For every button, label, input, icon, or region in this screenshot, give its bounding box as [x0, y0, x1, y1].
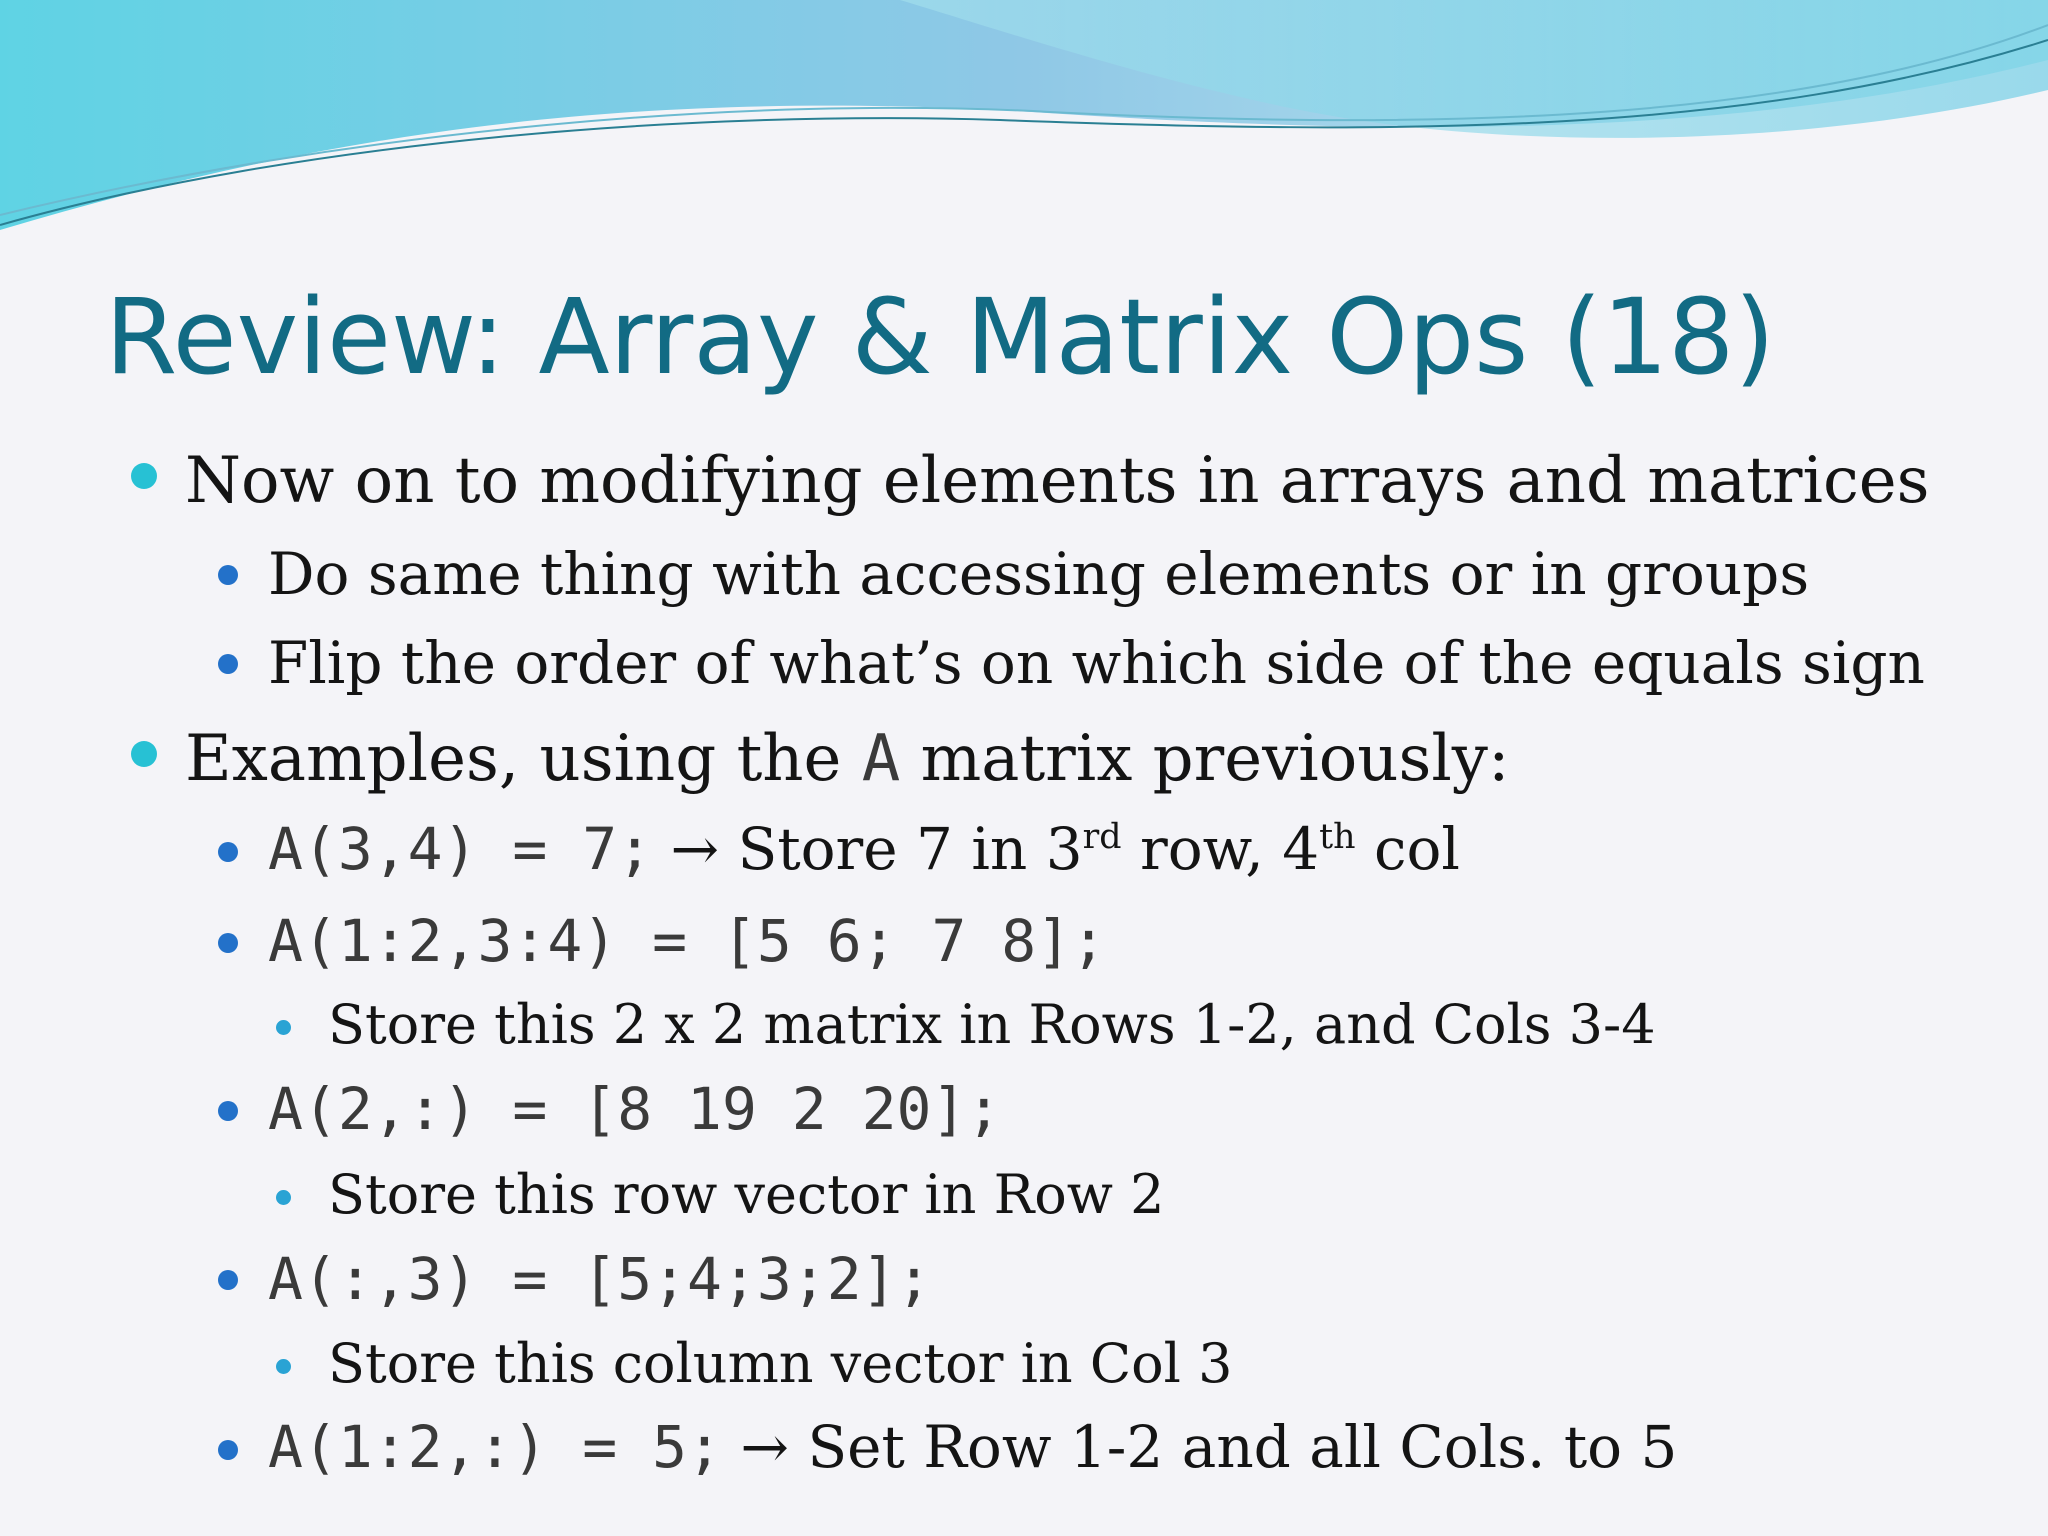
example-text-pre: Store 7 in 3 — [737, 815, 1083, 883]
bullet-icon — [131, 463, 157, 489]
bullet-icon — [218, 842, 238, 862]
bullet-icon — [218, 933, 238, 953]
arrow-icon: → — [670, 815, 720, 883]
examples-text-pre: Examples, using the — [185, 722, 842, 796]
code-a-row: A(2,:) = [8 19 2 20]; — [268, 1075, 1002, 1143]
example-store-element — [268, 815, 1460, 883]
example-set-rows — [268, 1413, 1678, 1481]
arrow-icon: → — [740, 1413, 789, 1481]
ordinal-rd: rd — [1082, 817, 1122, 858]
code-a-block: A(1:2,3:4) = [5 6; 7 8]; — [268, 907, 1107, 975]
code-a-rows-all: A(1:2,:) = 5; — [268, 1413, 722, 1481]
bullet-flip-order: Flip the order of what’s on which side of the equals sign — [268, 629, 1925, 697]
sub-bullet-store-matrix: Store this 2 x 2 matrix in Rows 1-2, and Cols 3-4 — [328, 993, 1656, 1056]
header-wave-decoration — [0, 0, 2048, 240]
code-a-col: A(:,3) = [5;4;3;2]; — [268, 1245, 932, 1313]
bullet-icon — [131, 741, 157, 767]
example-text-post: col — [1355, 815, 1460, 883]
examples-text-post: matrix previously: — [920, 722, 1510, 796]
bullet-icon — [276, 1020, 291, 1035]
bullet-icon — [218, 1101, 238, 1121]
bullet-icon — [218, 654, 238, 674]
example-set-text: Set Row 1-2 and all Cols. to 5 — [807, 1413, 1678, 1481]
ordinal-th: th — [1319, 817, 1356, 858]
code-a34: A(3,4) = 7; — [268, 815, 653, 883]
sub-bullet-store-col: Store this column vector in Col 3 — [328, 1332, 1233, 1395]
bullet-same-thing: Do same thing with accessing elements or in groups — [268, 540, 1810, 608]
bullet-icon — [218, 1270, 238, 1290]
bullet-examples — [185, 722, 1510, 796]
bullet-icon — [218, 565, 238, 585]
example-text-mid: row, 4 — [1121, 815, 1320, 883]
bullet-icon — [276, 1359, 291, 1374]
bullet-icon — [276, 1190, 291, 1205]
sub-bullet-store-row: Store this row vector in Row 2 — [328, 1163, 1165, 1226]
matrix-name-code: A — [861, 722, 901, 796]
slide-title: Review: Array & Matrix Ops (18) — [105, 276, 1775, 398]
bullet-icon — [218, 1440, 238, 1460]
bullet-modifying-elements: Now on to modifying elements in arrays and matrices — [185, 444, 1930, 518]
